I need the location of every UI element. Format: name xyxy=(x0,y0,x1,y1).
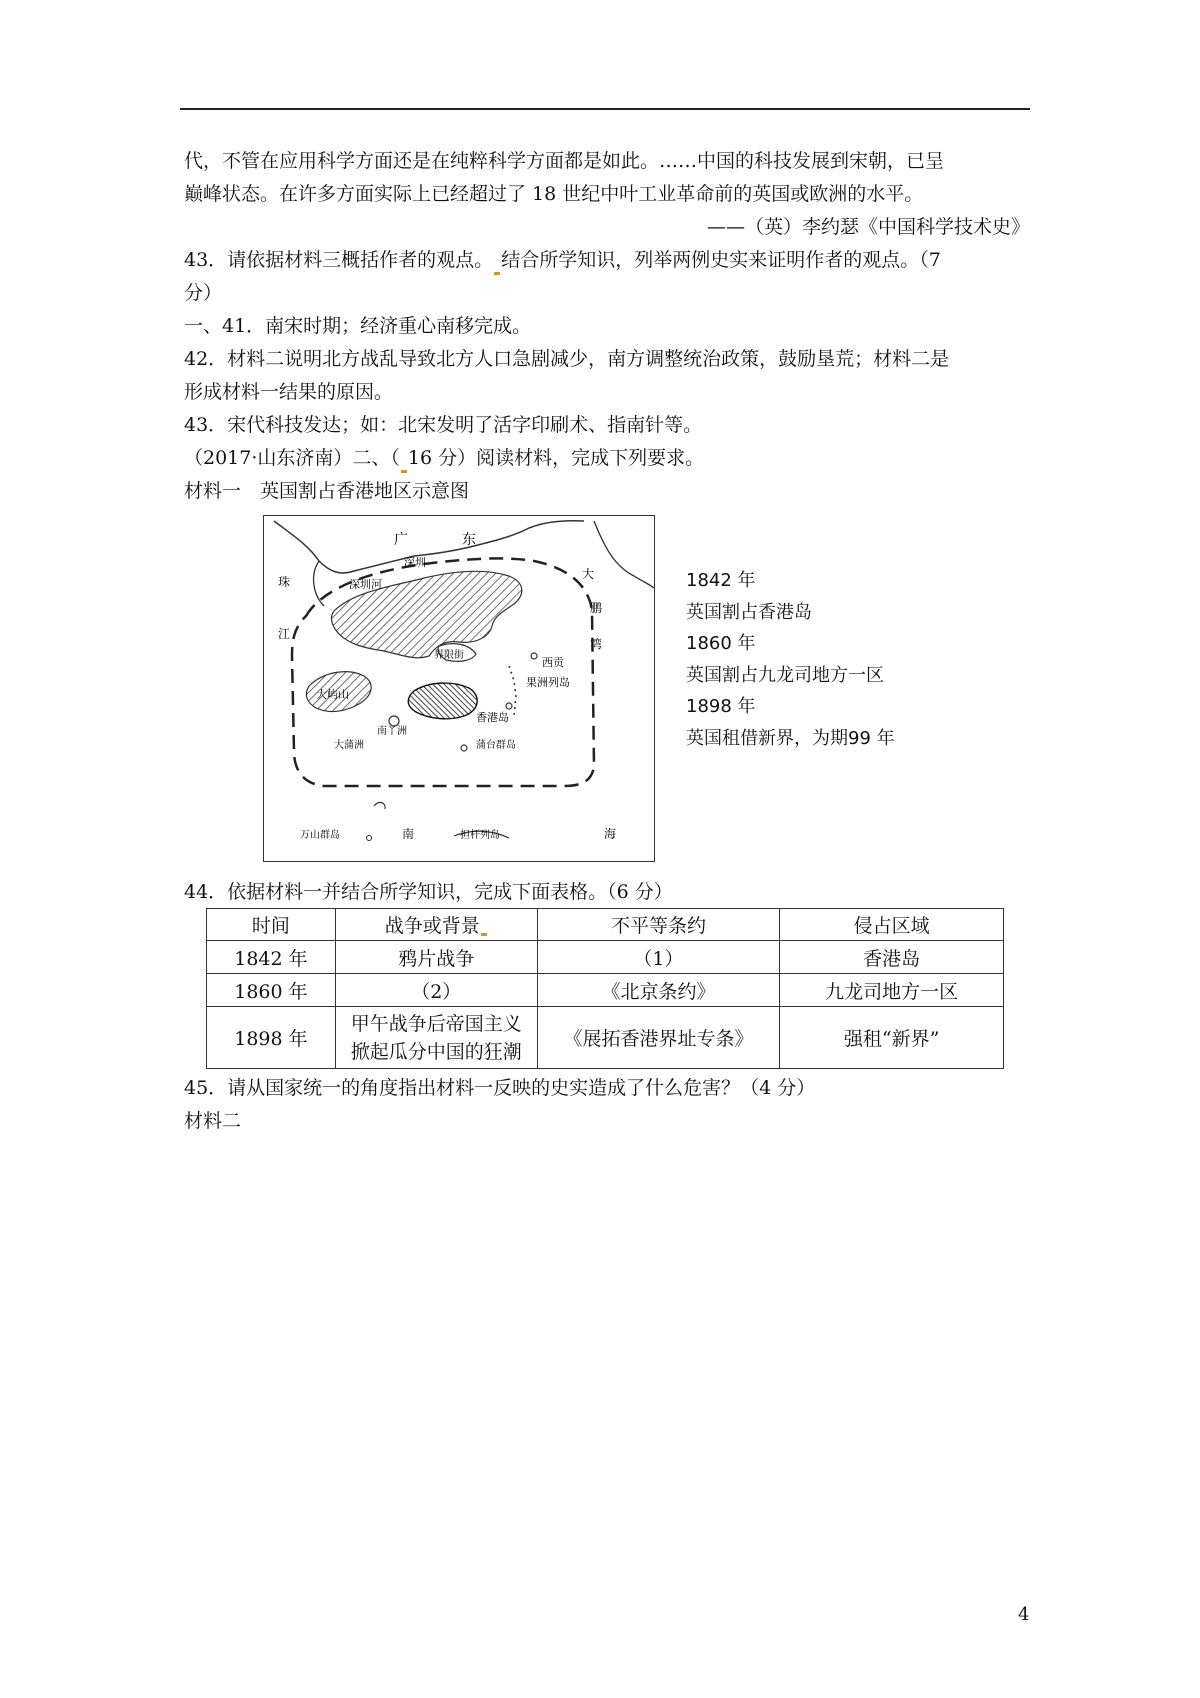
header-rule xyxy=(180,108,1030,110)
q44-line: 44．依据材料一并结合所学知识，完成下面表格。（6 分） xyxy=(184,881,673,903)
map-label-shenzhen: 深圳 xyxy=(404,556,426,569)
table-cell: 1898 年 xyxy=(207,1007,336,1069)
q43-line1 xyxy=(184,244,1030,277)
table-cell: 《展拓香港界址专条》 xyxy=(537,1007,780,1069)
scan-mark xyxy=(401,470,407,473)
island-mark xyxy=(531,653,537,659)
island-mark xyxy=(367,836,372,841)
mainland-coast xyxy=(274,521,584,573)
map-label-da-lu-zhou: 大蒲洲 xyxy=(334,740,364,751)
map-label-xiang-gang-dao: 香港岛 xyxy=(476,711,509,724)
header-area-label: 侵占区域 xyxy=(853,915,930,937)
material2-title: 材料二 xyxy=(184,1110,242,1132)
map-label-da: 大 xyxy=(582,567,595,581)
island-mark xyxy=(374,802,385,809)
answer-42-line2: 形成材料一结果的原因。 xyxy=(184,381,394,403)
q43-text-b: 结合所学知识，列举两例史实来证明作者的观点。（7 xyxy=(501,249,941,271)
answer-41: 一、41．南宋时期；经济重心南移完成。 xyxy=(184,315,532,337)
header-treaty xyxy=(537,909,780,941)
scan-mark xyxy=(481,933,487,936)
table-cell-background xyxy=(335,1007,537,1069)
legend-line: 1860 年 xyxy=(686,633,756,654)
table-header-row xyxy=(207,909,1004,941)
table-row xyxy=(207,941,1004,974)
hong-kong-island xyxy=(408,683,477,719)
header-war-label: 战争或背景 xyxy=(384,915,480,937)
map-label-guo-zhou: 果洲列岛 xyxy=(526,676,570,689)
map-label-zhu: 珠 xyxy=(278,575,291,589)
map-label-dong: 东 xyxy=(462,532,476,548)
map-label-wan-shan: 万山群岛 xyxy=(300,830,340,841)
legend-line: 1898 年 xyxy=(686,696,756,717)
material1-title: 材料一 英国割占香港地区示意图 xyxy=(184,480,470,502)
table-cell: 九龙司地方一区 xyxy=(780,974,1004,1007)
map-label-wan: 湾 xyxy=(590,637,603,651)
island-mark xyxy=(389,716,399,726)
q45-line: 45．请从国家统一的角度指出材料一反映的史实造成了什么危害？（4 分） xyxy=(184,1077,816,1099)
map-label-jia-peng: 担杆列岛 xyxy=(460,830,500,841)
answer-table xyxy=(206,908,1004,1069)
map-legend xyxy=(686,565,986,754)
hong-kong-map xyxy=(263,515,655,862)
map-label-hai: 海 xyxy=(604,827,617,841)
section2-header xyxy=(184,442,1030,475)
table-cell: （1） xyxy=(537,941,780,974)
page-number: 4 xyxy=(1018,1604,1030,1625)
legend-line: 英国割占九龙司地方一区 xyxy=(686,664,884,686)
island-mark xyxy=(506,703,512,709)
legend-line: 英国割占香港岛 xyxy=(686,601,812,623)
table-cell: 鸦片战争 xyxy=(335,941,537,974)
table-cell: 1842 年 xyxy=(207,941,336,974)
map-drawing xyxy=(264,516,654,861)
cell-line: 甲午战争后帝国主义 xyxy=(350,1012,522,1035)
q45-block xyxy=(184,1072,1030,1138)
table-cell: 香港岛 xyxy=(780,941,1004,974)
legend-line: 1842 年 xyxy=(686,570,756,591)
header-treaty-label: 不平等条约 xyxy=(610,915,706,937)
header-war xyxy=(335,909,537,941)
material3-line2: 巅峰状态。在许多方面实际上已经超过了 18 世纪中叶工业革命前的英国或欧洲的水平。 xyxy=(184,183,924,205)
header-time xyxy=(207,909,336,941)
cell-line: 掀起瓜分中国的狂潮 xyxy=(350,1040,522,1063)
material3-block xyxy=(184,145,1030,508)
table-row xyxy=(207,974,1004,1007)
legend-line: 英国租借新界，为期99 年 xyxy=(686,727,895,749)
map-label-nan: 南 xyxy=(402,827,415,841)
map-label-xi-gong: 西贡 xyxy=(542,656,564,669)
island-mark xyxy=(461,745,467,751)
header-area xyxy=(780,909,1004,941)
map-label-pu-tai: 蒲台群岛 xyxy=(476,740,516,751)
material3-source: ——（英）李约瑟《中国科学技术史》 xyxy=(706,216,1030,238)
table-cell: 1860 年 xyxy=(207,974,336,1007)
map-label-jie-xian-jie: 界限街 xyxy=(434,650,464,661)
q43-line2: 分） xyxy=(184,282,223,304)
table-cell: 强租“新界” xyxy=(780,1007,1004,1069)
map-label-nan-ya-zhou: 南丫洲 xyxy=(377,726,407,737)
answer-43: 43．宋代科技发达；如：北宋发明了活字印刷术、指南针等。 xyxy=(184,414,703,436)
q44-text xyxy=(184,876,1030,909)
table-cell: （2） xyxy=(335,974,537,1007)
scan-mark xyxy=(494,272,500,275)
material3-line1: 代，不管在应用科学方面还是在纯粹科学方面都是如此。……中国的科技发展到宋朝，已呈 xyxy=(184,150,945,172)
table-cell: 《北京条约》 xyxy=(537,974,780,1007)
coast-line xyxy=(594,521,654,588)
header-time-label: 时间 xyxy=(251,915,290,937)
table-row xyxy=(207,1007,1004,1069)
map-label-guang: 广 xyxy=(394,532,408,548)
section2-header-a: （2017·山东济南）二、（ xyxy=(184,447,400,469)
section2-header-b: 16 分）阅读材料，完成下列要求。 xyxy=(407,447,705,469)
map-label-da-yu-shan: 大屿山 xyxy=(316,688,349,701)
answer-42-line1: 42．材料二说明北方战乱导致北方人口急剧减少，南方调整统治政策，鼓励垦荒；材料二是 xyxy=(184,348,950,370)
q43-text-a: 43．请依据材料三概括作者的观点。 xyxy=(184,249,494,271)
map-label-peng: 鹏 xyxy=(590,601,603,615)
map-label-jiang: 江 xyxy=(278,627,291,641)
map-label-shenzhen-he: 深圳河 xyxy=(349,578,382,591)
